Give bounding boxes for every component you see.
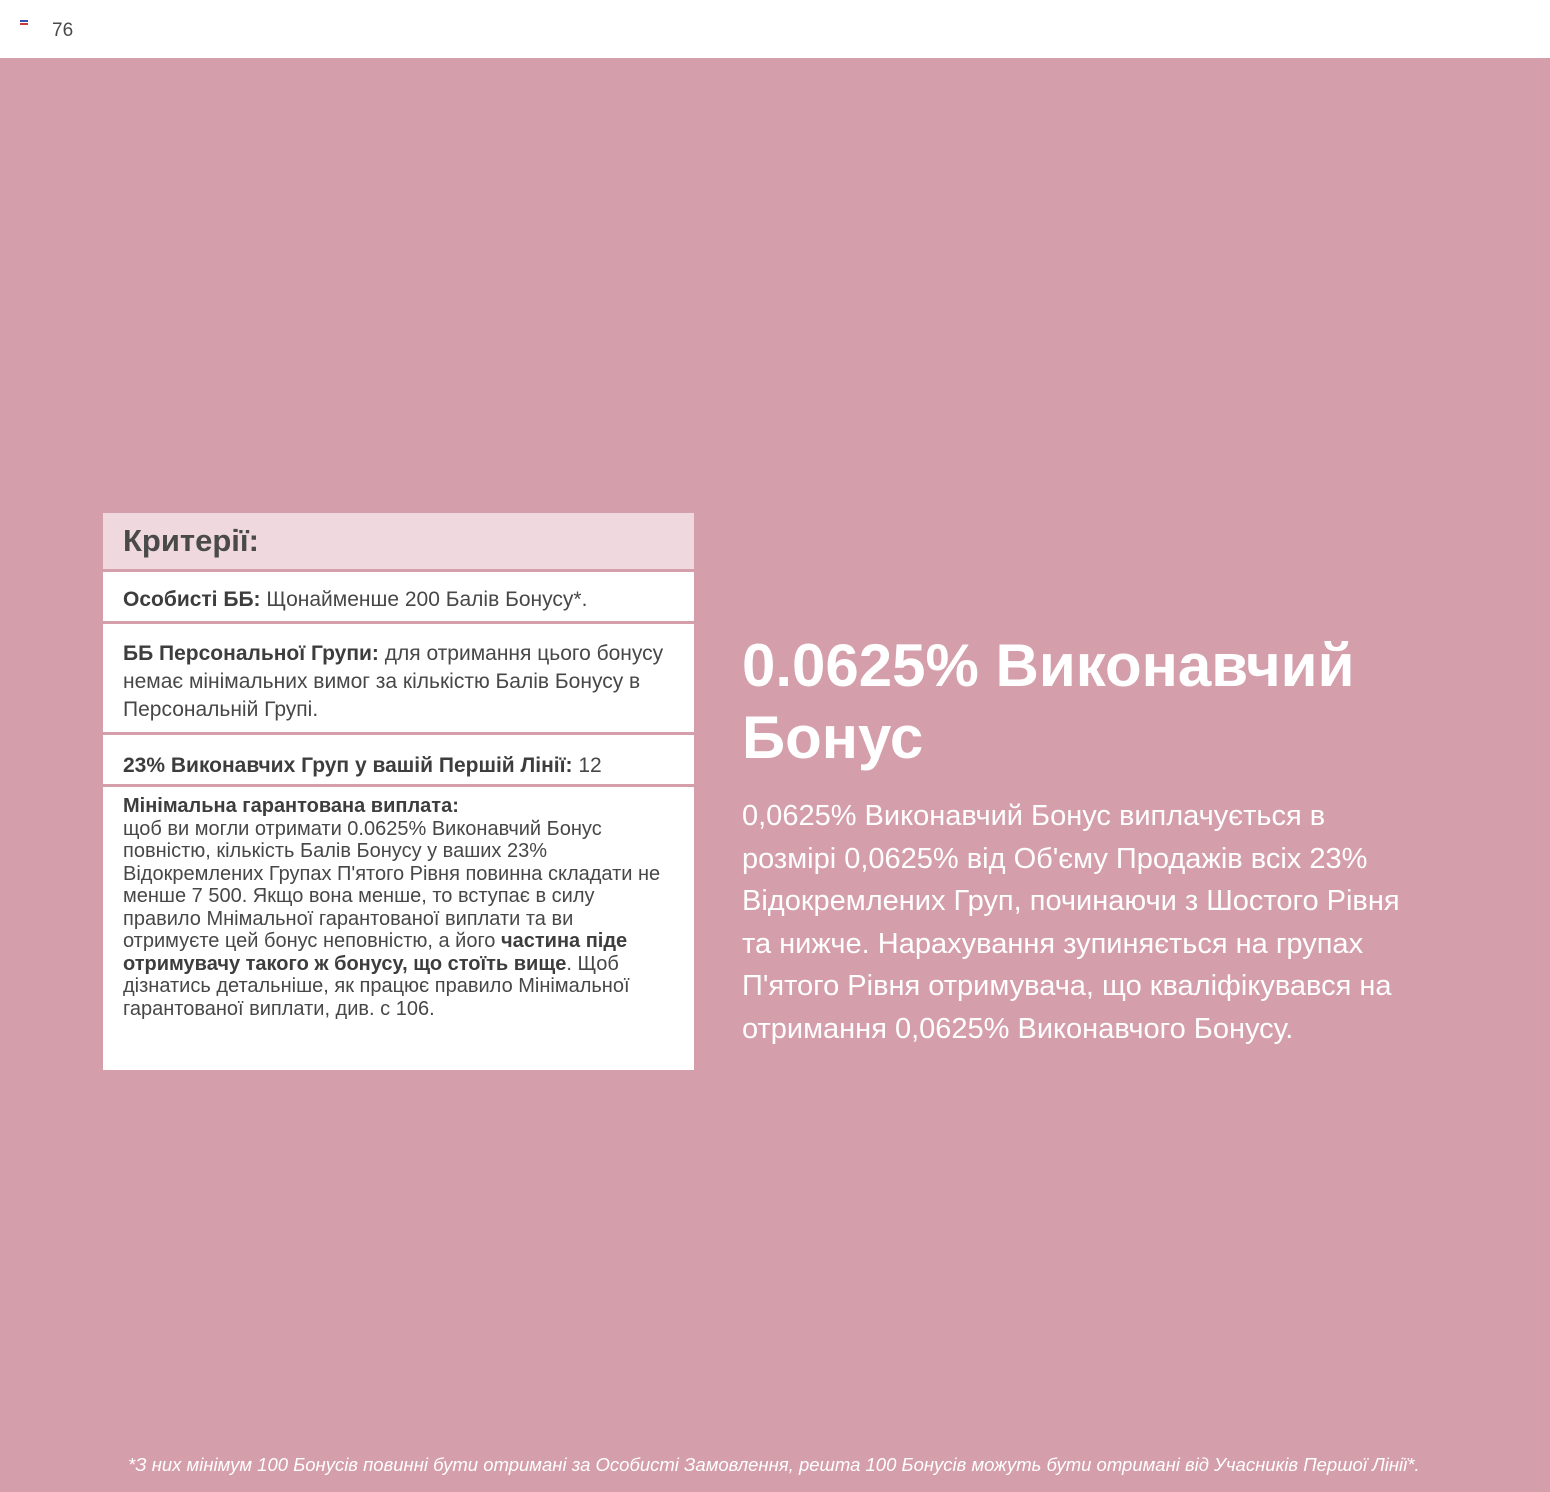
criteria-title: Критерії: [123,523,259,558]
group-bb-label: ББ Персональної Групи: [123,642,379,665]
min-payout-bold: частина піде отримувачу такого ж бонусу, що стоїть вище [123,930,628,975]
min-payout-text-2: . Щоб дізнатись детальніше, як працює правило Мінімальної гарантованої виплати, див. с 106. [123,952,630,1020]
criteria-first-line [103,735,694,787]
flag-icon [20,20,28,28]
criteria-header [103,513,694,572]
bonus-description: 0,0625% Виконавчий Бонус виплачується в розмірі 0,0625% від Об'єму Продажів всіх 23% Відокремлених Груп, починаючи з Шостого Рівня та нижче. Нарахування зупиняється на групах П'ятого Рівня отримувача, що кваліфікувався на отримання 0,0625% Виконавчого Бонусу. [742,800,1400,1045]
min-payout-label: Мінімальна гарантована виплата: [123,795,459,817]
page-number: 76 [52,20,74,41]
criteria-personal-bb [103,572,694,624]
personal-bb-text: Щонайменше 200 Балів Бонусу*. [260,588,588,611]
criteria-min-payout [103,787,694,1070]
bonus-heading: 0.0625% Виконавчий Бонус [742,632,1355,771]
page-header [0,0,1550,58]
min-payout-text-1: щоб ви могли отримати 0.0625% Виконавчий Бонус повністю, кількість Балів Бонусу у ваших 23% Відокремлених Групах П'ятого Рівня повинна складати не менше 7 500. Якщо вона менше, то вступає в силу правило Мнімальної гарантованої виплати та ви отримуєте цей бонус неповністю, а його [123,817,661,952]
criteria-box [103,513,694,1070]
footnote: *З них мінімум 100 Бонусів повинні бути отримані за Особисті Замовлення, решта 100 Бонусів можуть бути отримані від Учасників Першої Лінії*. [128,1454,1420,1475]
criteria-group-bb [103,624,694,735]
first-line-value: 12 [572,754,602,777]
group-bb-text: для отримання цього бонусу немає мінімальних вимог за кількістю Балів Бонусу в Персональній Групі. [123,642,664,721]
first-line-label: 23% Виконавчих Груп у вашій Першій Лінії: [123,754,573,777]
personal-bb-label: Особисті ББ: [123,588,261,611]
